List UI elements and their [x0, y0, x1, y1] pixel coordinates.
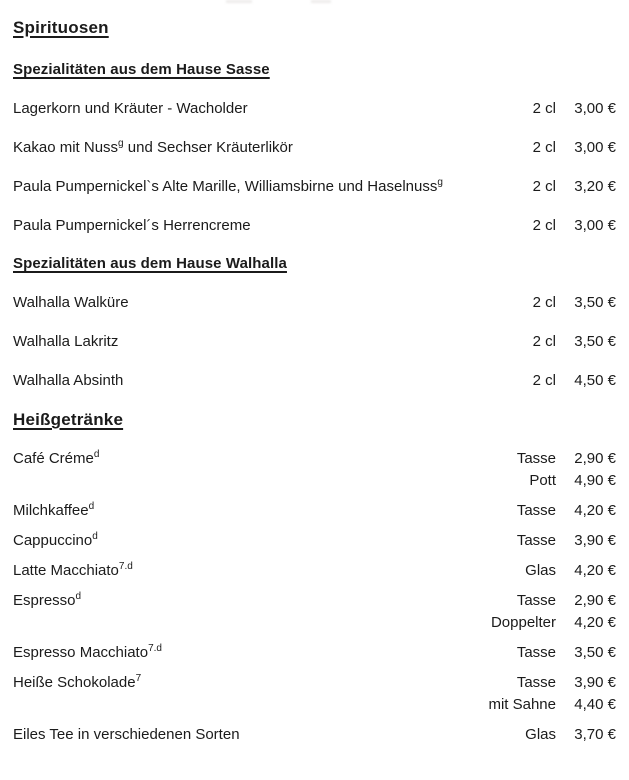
price-amount: 3,50 € — [574, 294, 616, 311]
footnote-superscript: g — [118, 138, 124, 149]
item-name: Milchkaffee$^d$ — [13, 501, 95, 519]
price-unit: 2 cl — [532, 217, 556, 234]
price-unit: mit Sahne — [488, 696, 556, 713]
item-name: Espresso Macchiato$^{7.d}$ — [13, 643, 162, 661]
item-prices — [533, 98, 616, 120]
price-amount: 3,50 € — [574, 644, 616, 661]
item-name: Eiles Tee in verschiedenen Sorten — [13, 726, 240, 743]
item-name: Heiße Schokolade$^7$ — [13, 673, 142, 691]
price-unit: Tasse — [516, 644, 556, 661]
price-amount: 4,20 € — [574, 502, 616, 519]
footnote-superscript: d — [88, 501, 95, 512]
item-prices — [533, 331, 616, 353]
section-title-heissgetraenke: Heißgetränke — [13, 410, 124, 429]
item-prices — [517, 500, 616, 522]
menu-item — [13, 176, 616, 198]
price-amount: 4,20 € — [574, 614, 616, 631]
footnote-superscript: g — [437, 177, 443, 188]
section-title-spirituosen: Spirituosen — [13, 18, 109, 37]
item-prices — [525, 560, 616, 582]
price-amount: 3,70 € — [574, 726, 616, 743]
item-prices — [533, 215, 616, 237]
menu-item — [13, 98, 616, 120]
item-name: Paula Pumpernickel´s Herrencreme — [13, 217, 251, 234]
price-unit: 2 cl — [532, 333, 556, 350]
menu-item — [13, 370, 616, 392]
item-prices — [533, 292, 616, 314]
price-amount: 3,00 € — [574, 139, 616, 156]
price-amount: 3,90 € — [574, 532, 616, 549]
item-prices — [488, 672, 616, 716]
cropped-text-artifact — [311, 0, 331, 3]
item-prices — [533, 137, 616, 159]
menu-item — [13, 530, 616, 552]
item-name: Walhalla Walküre — [13, 294, 129, 311]
price-unit: Doppelter — [490, 614, 556, 631]
menu-item — [13, 560, 616, 582]
cropped-text-artifact — [226, 0, 252, 3]
price-unit: 2 cl — [532, 372, 556, 389]
menu-item — [13, 215, 616, 237]
price-amount: 4,90 € — [574, 472, 616, 489]
item-name: Paula Pumpernickel`s Alte Marille, Williamsbirne und Haselnuss$^g$ — [13, 177, 443, 195]
item-name: Kakao mit Nuss$^g$ und Sechser Kräuterlikör — [13, 138, 293, 156]
price-amount: 3,50 € — [574, 333, 616, 350]
price-unit: Glas — [525, 562, 556, 579]
item-prices — [517, 530, 616, 552]
footnote-superscript: 7.d — [148, 643, 162, 654]
price-unit: Tasse — [516, 592, 556, 609]
price-amount: 3,20 € — [574, 178, 616, 195]
item-prices — [525, 724, 616, 746]
price-unit: Glas — [525, 726, 556, 743]
footnote-superscript: 7.d — [118, 561, 133, 572]
menu-item — [13, 642, 616, 664]
menu-item — [13, 724, 616, 746]
footnote-superscript: d — [75, 591, 82, 602]
item-name: Cappuccino$^d$ — [13, 531, 98, 549]
price-amount: 3,90 € — [574, 674, 616, 691]
price-unit: 2 cl — [532, 100, 556, 117]
subsection-title-sasse: Spezialitäten aus dem Hause Sasse — [13, 61, 270, 78]
item-name: Walhalla Absinth — [13, 372, 124, 389]
item-prices — [491, 590, 616, 634]
item-prices — [533, 370, 616, 392]
menu-item — [13, 448, 616, 492]
price-unit: 2 cl — [532, 294, 556, 311]
price-unit: Tasse — [516, 674, 556, 691]
menu-item — [13, 672, 616, 716]
item-name: Espresso$^d$ — [13, 591, 82, 609]
item-name: Latte Macchiato$^{7.d}$ — [13, 561, 133, 579]
menu-item — [13, 331, 616, 353]
price-unit: Pott — [529, 472, 556, 489]
menu-item — [13, 292, 616, 314]
price-unit: 2 cl — [532, 178, 556, 195]
menu-item — [13, 590, 616, 634]
footnote-superscript: d — [93, 449, 100, 460]
price-unit: Tasse — [516, 450, 556, 467]
item-prices — [517, 642, 616, 664]
price-amount: 2,90 € — [574, 592, 616, 609]
item-name: Café Créme$^d$ — [13, 449, 100, 467]
item-prices — [533, 176, 616, 198]
subsection-title-walhalla: Spezialitäten aus dem Hause Walhalla — [13, 255, 287, 272]
footnote-superscript: 7 — [135, 673, 142, 684]
price-amount: 3,00 € — [574, 217, 616, 234]
item-name: Walhalla Lakritz — [13, 333, 119, 350]
price-amount: 4,50 € — [574, 372, 616, 389]
price-amount: 4,40 € — [574, 696, 616, 713]
price-unit: Tasse — [516, 502, 556, 519]
price-amount: 2,90 € — [574, 450, 616, 467]
price-unit: 2 cl — [532, 139, 556, 156]
item-name: Lagerkorn und Kräuter - Wacholder — [13, 100, 248, 117]
price-amount: 4,20 € — [574, 562, 616, 579]
item-prices — [517, 448, 616, 492]
footnote-superscript: d — [92, 531, 98, 542]
price-unit: Tasse — [516, 532, 556, 549]
price-amount: 3,00 € — [574, 100, 616, 117]
menu-item — [13, 137, 616, 159]
menu-item — [13, 500, 616, 522]
